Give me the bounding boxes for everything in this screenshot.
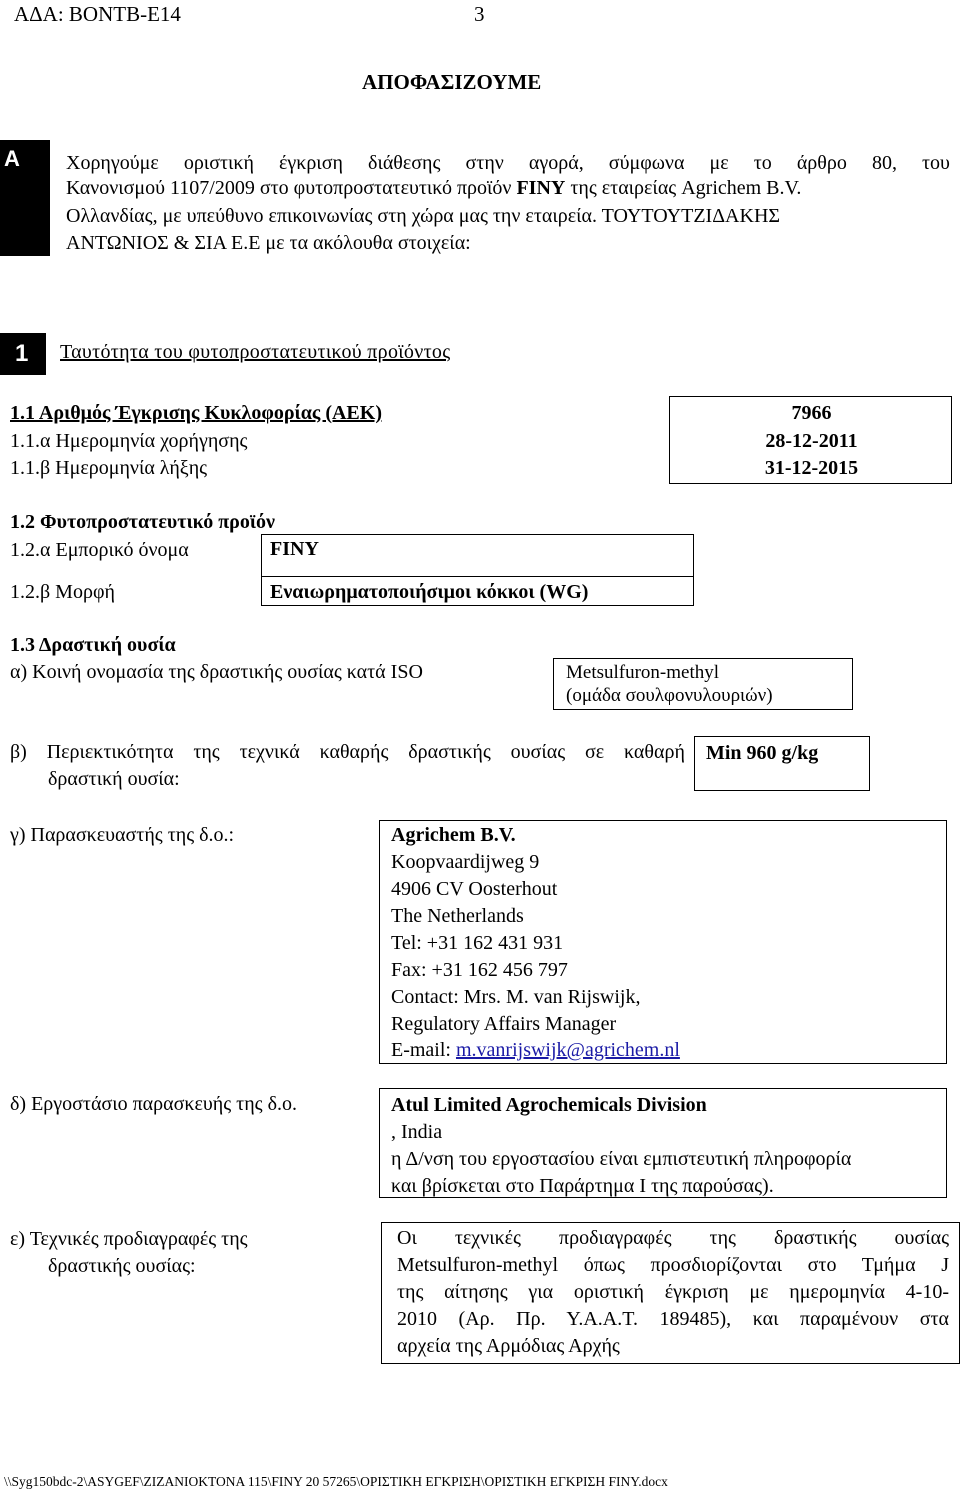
- iso-name-box: [553, 658, 853, 710]
- expiry-date-value: 31-12-2015: [764, 457, 859, 479]
- specs-box: [381, 1222, 960, 1364]
- section-a-line-3: Ολλανδίας, με υπεύθυνο επικοινωνίας στη χώρα μας την εταιρεία. ΤΟΥΤΟΥΤΖΙΔΑΚΗΣ: [66, 205, 781, 227]
- purity-label-word: Περιεκτικότητα: [46, 741, 174, 763]
- section-a-line-1: [66, 152, 950, 175]
- manufacturer-label: γ) Παρασκευαστής της δ.ο.:: [10, 824, 235, 846]
- specs-line: αρχεία της Αρμόδιας Αρχής: [397, 1335, 620, 1357]
- specs-label-line-1: ε) Τεχνικές προδιαγραφές της: [10, 1228, 248, 1250]
- manufacturer-address-line: Contact: Mrs. M. van Rijswijk,: [391, 986, 641, 1008]
- section-a-line-2: [66, 177, 801, 200]
- manufacturer-company: Agrichem B.V.: [391, 824, 516, 846]
- section-a-marker: [0, 140, 50, 256]
- section-a-line-4: ΑΝΤΩΝΙΟΣ & ΣΙΑ Ε.Ε με τα ακόλουθα στοιχεία:: [66, 232, 471, 254]
- specs-line: Οι τεχνικές προδιαγραφές της δραστικής ουσίας: [397, 1227, 949, 1249]
- specs-line: 2010 (Αρ. Πρ. Υ.Α.Α.Τ. 189485), και παραμένουν στα: [397, 1308, 949, 1330]
- purity-label-word: καθαρή: [624, 741, 685, 763]
- plant-label: δ) Εργοστάσιο παρασκευής της δ.ο.: [10, 1093, 297, 1115]
- manufacturer-address-line: The Netherlands: [391, 905, 524, 927]
- section-1-number: 1: [15, 340, 29, 367]
- section-a-word: σύμφωνα: [608, 152, 685, 174]
- aek-value: 7966: [791, 402, 832, 424]
- purity-label-word: της: [193, 741, 220, 763]
- trade-name-box: [261, 534, 694, 577]
- aek-values-box: [669, 396, 952, 484]
- section-a-word: διάθεσης: [368, 152, 441, 174]
- purity-label-word: καθαρής: [319, 741, 389, 763]
- purity-label-word: ουσίας: [510, 741, 566, 763]
- purity-box: [694, 736, 870, 791]
- plant-line-3: και βρίσκεται στο Παράρτημα Ι της παρούσας).: [391, 1175, 774, 1197]
- purity-label-word: τεχνικά: [239, 741, 300, 763]
- specs-line: της αίτησης για οριστική έγκριση με ημερομηνία 4-10-: [397, 1281, 949, 1303]
- manufacturer-address-line: Regulatory Affairs Manager: [391, 1013, 617, 1035]
- section-a-word: το: [753, 152, 772, 174]
- purity-label-word: σε: [584, 741, 605, 763]
- footer-path: \\Syg150bdc-2\ASYGEF\ZIZANIOKTONA 115\FINY 20 57265\ΟΡΙΣΤΙΚΗ ΕΓΚΡΙΣΗ\ΟΡΙΣΤΙΚΗ ΕΓΚΡΙΣΗ FINY.docx: [4, 1474, 668, 1489]
- trade-name-label: 1.2.α Εμπορικό όνομα: [10, 539, 189, 561]
- manufacturer-address-line: Tel: +31 162 431 931: [391, 932, 564, 954]
- form-box: [261, 576, 694, 606]
- section-a-word: έγκριση: [279, 152, 343, 174]
- section-a-word: Χορηγούμε: [66, 152, 159, 174]
- product-section-label: 1.2 Φυτοπροστατευτικό προϊόν: [10, 511, 275, 533]
- section-a-word: με: [709, 152, 729, 174]
- section-1-title: Ταυτότητα του φυτοπροστατευτικού προϊόντος: [60, 341, 451, 363]
- manufacturer-box: [379, 820, 947, 1064]
- trade-name-value: FINY: [270, 538, 319, 560]
- iso-group-value: (ομάδα σουλφονυλουριών): [566, 685, 773, 706]
- purity-label-line-2: δραστική ουσία:: [48, 768, 180, 790]
- purity-label-word: δραστικής: [408, 741, 491, 763]
- purity-value: Min 960 g/kg: [706, 742, 819, 764]
- section-a-letter: Α: [4, 146, 20, 171]
- email-label: E-mail:: [391, 1039, 456, 1061]
- section-a-line-2-post: της εταιρείας Agrichem B.V.: [565, 177, 802, 199]
- section-1-marker: [0, 333, 46, 375]
- page-title: ΑΠΟΦΑΣΙΖΟΥΜΕ: [362, 70, 542, 94]
- iso-name-label: α) Κοινή ονομασία της δραστικής ουσίας κατά ISO: [10, 661, 423, 683]
- form-value: Εναιωρηματοποιήσιμοι κόκκοι (WG): [270, 581, 589, 603]
- manufacturer-address-line: Koopvaardijweg 9: [391, 851, 540, 873]
- grant-date-value: 28-12-2011: [765, 430, 858, 452]
- purity-label-word: β): [10, 741, 27, 763]
- section-a-word: άρθρο: [796, 152, 847, 174]
- aek-label: 1.1 Αριθμός Έγκρισης Κυκλοφορίας (ΑΕΚ): [10, 402, 382, 424]
- plant-company: Atul Limited Agrochemicals Division: [391, 1094, 707, 1116]
- grant-date-label: 1.1.α Ημερομηνία χορήγησης: [10, 430, 248, 452]
- expiry-date-label: 1.1.β Ημερομηνία λήξης: [10, 457, 208, 479]
- page-number: 3: [474, 2, 485, 26]
- form-label: 1.2.β Μορφή: [10, 581, 115, 603]
- plant-box: [379, 1088, 947, 1198]
- section-a-word: οριστική: [183, 152, 254, 174]
- plant-line-1: , India: [391, 1121, 443, 1143]
- specs-label-line-2: δραστικής ουσίας:: [48, 1255, 196, 1277]
- manufacturer-address-line: Fax: +31 162 456 797: [391, 959, 568, 981]
- manufacturer-email-line: [391, 1039, 680, 1062]
- iso-name-value: Metsulfuron-methyl: [566, 662, 720, 683]
- section-a-word: στην: [465, 152, 504, 174]
- email-link[interactable]: m.vanrijswijk@agrichem.nl: [455, 1039, 680, 1061]
- plant-line-2: η Δ/νση του εργοστασίου είναι εμπιστευτική πληροφορία: [391, 1148, 852, 1170]
- section-a-word: του: [922, 152, 950, 174]
- ada-code: ΑΔΑ: ΒΟΝΤΒ-Ε14: [14, 2, 181, 26]
- purity-label-line-1: [10, 741, 685, 764]
- section-a-word: αγορά,: [528, 152, 584, 174]
- active-substance-label: 1.3 Δραστική ουσία: [10, 634, 176, 656]
- section-a-line-2-pre: Κανονισμού 1107/2009 στο φυτοπροστατευτικό προϊόν: [66, 177, 517, 199]
- specs-line: Metsulfuron-methyl όπως προσδιορίζονται στο Τμήμα J: [397, 1254, 949, 1276]
- section-a-word: 80,: [871, 152, 897, 174]
- section-a-product: FINY: [516, 177, 566, 199]
- manufacturer-address-line: 4906 CV Oosterhout: [391, 878, 558, 900]
